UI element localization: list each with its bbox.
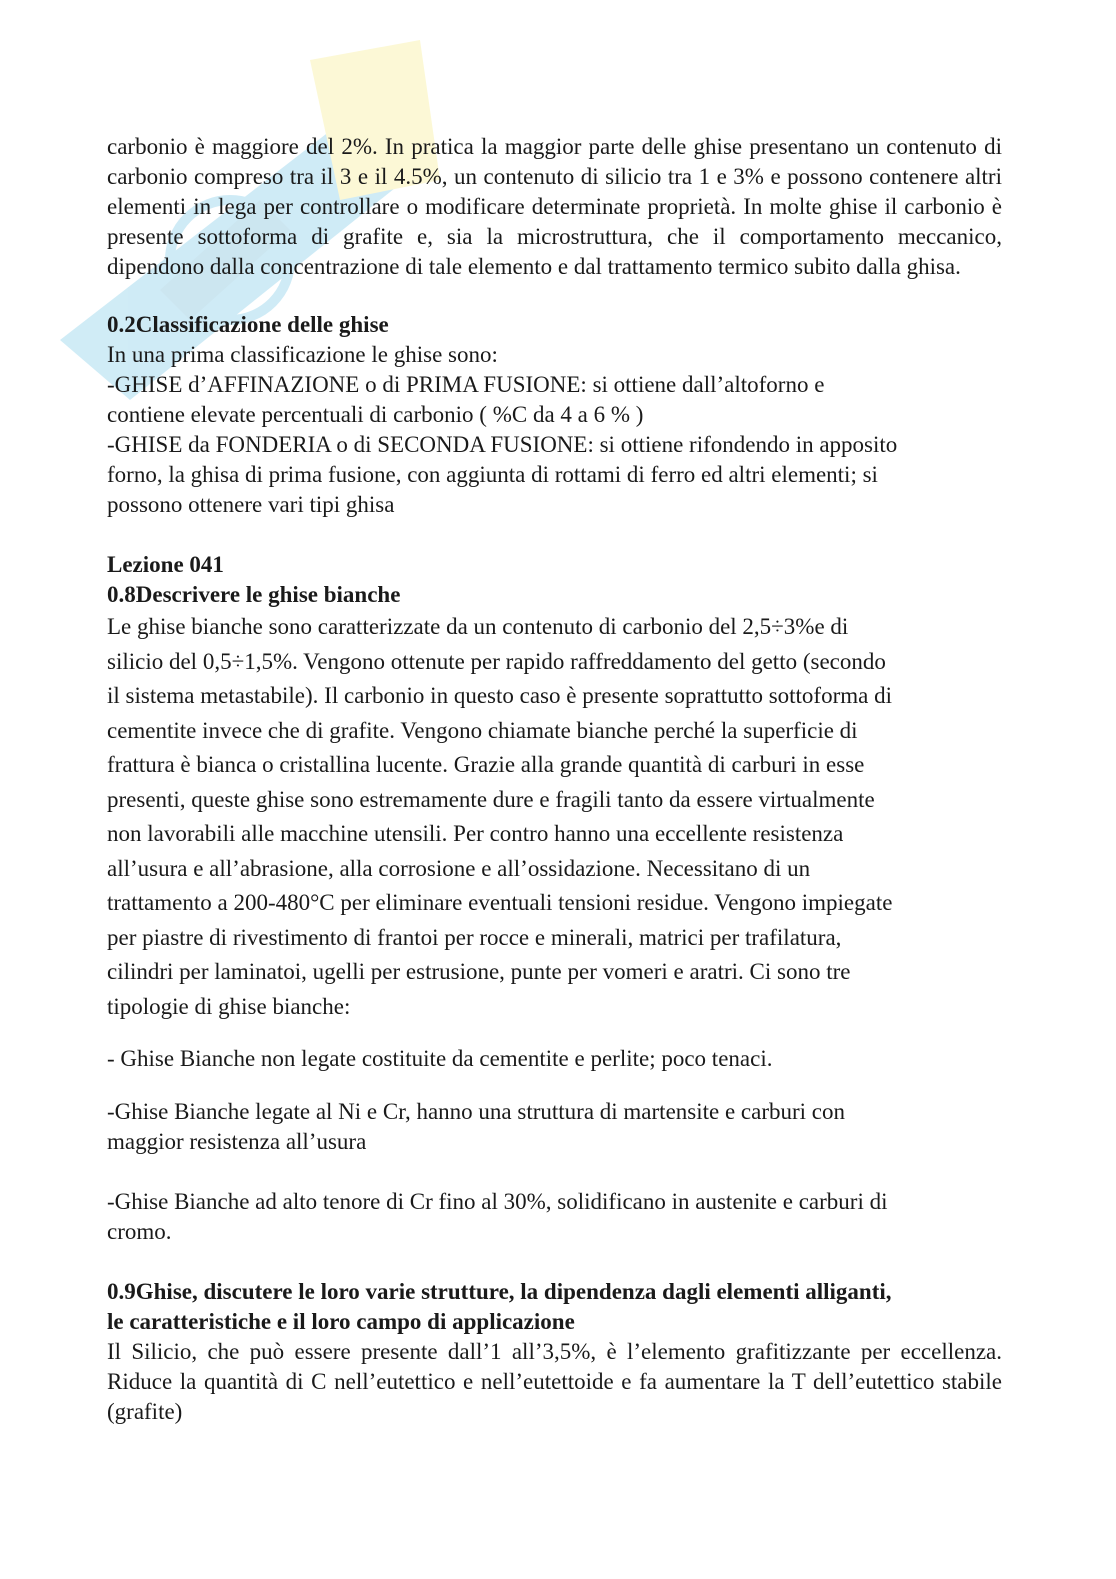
white-iron-type-3-line-2: cromo. <box>107 1219 172 1244</box>
classification-item-2-line-2: forno, la ghisa di prima fusione, con aggiunta di rottami di ferro ed altri elementi; si <box>107 462 878 487</box>
classification-item-1-line-2: contiene elevate percentuali di carbonio ( %C da 4 a 6 % ) <box>107 402 644 427</box>
white-iron-type-3-line-1: -Ghise Bianche ad alto tenore di Cr fino al 30%, solidificano in austenite e carburi di <box>107 1189 888 1214</box>
white-iron-line: presenti, queste ghise sono estremamente dure e fragili tanto da essere virtualmente <box>107 786 875 812</box>
silicon-paragraph: Il Silicio, che può essere presente dall’1 all’3,5%, è l’elemento grafitizzante per eccellenza. Riduce la quantità di C nell’eutettico e nell’eutettoide e fa aumentare la T dell’eutettico stabile (grafite) <box>107 1339 1002 1424</box>
white-iron-line: all’usura e all’abrasione, alla corrosione e all’ossidazione. Necessitano di un <box>107 855 811 881</box>
section-heading-0-8: 0.8Descrivere le ghise bianche <box>107 582 401 607</box>
section-heading-0-9-line-2: le caratteristiche e il loro campo di applicazione <box>107 1309 575 1334</box>
white-iron-type-2-line-2: maggior resistenza all’usura <box>107 1129 367 1154</box>
white-iron-line: cilindri per laminatoi, ugelli per estrusione, punte per vomeri e aratri. Ci sono tre <box>107 959 851 984</box>
white-iron-line: tipologie di ghise bianche: <box>107 993 351 1019</box>
lesson-label: Lezione 041 <box>107 552 224 577</box>
document-page <box>107 132 1002 1427</box>
intro-paragraph: carbonio è maggiore del 2%. In pratica la maggior parte delle ghise presentano un contenuto di carbonio compreso tra il 3 e il 4.5%, un contenuto di silicio tra 1 e 3% e possono contenere altri elementi in lega per controllare o modificare determinate proprietà. In molte ghise il carbonio è presente sottoforma di grafite e, sia la microstruttura, che il comportamento meccanico, dipendono dalla concentrazione di tale elemento e dal trattamento termico subito dalla ghisa. <box>107 134 1002 279</box>
white-iron-type-2-line-1: -Ghise Bianche legate al Ni e Cr, hanno una struttura di martensite e carburi con <box>107 1099 846 1124</box>
white-iron-line: frattura è bianca o cristallina lucente. Grazie alla grande quantità di carburi in esse <box>107 752 865 777</box>
white-iron-line: silicio del 0,5÷1,5%. Vengono ottenute per rapido raffreddamento del getto (secondo <box>107 648 886 674</box>
white-iron-line: Le ghise bianche sono caratterizzate da un contenuto di carbonio del 2,5÷3%e di <box>107 614 849 639</box>
white-iron-line: trattamento a 200-480°C per eliminare eventuali tensioni residue. Vengono impiegate <box>107 890 893 915</box>
section-heading-0-2: 0.2Classificazione delle ghise <box>107 312 389 337</box>
classification-item-2-line-3: possono ottenere vari tipi ghisa <box>107 492 395 517</box>
white-iron-line: non lavorabili alle macchine utensili. Per contro hanno una eccellente resistenza <box>107 821 844 846</box>
white-iron-type-1: - Ghise Bianche non legate costituite da cementite e perlite; poco tenaci. <box>107 1046 773 1071</box>
classification-item-2-line-1: -GHISE da FONDERIA o di SECONDA FUSIONE: si ottiene rifondendo in apposito <box>107 432 898 457</box>
white-iron-line: per piastre di rivestimento di frantoi per rocce e minerali, matrici per trafilatura, <box>107 924 842 950</box>
classification-intro: In una prima classificazione le ghise sono: <box>107 342 498 367</box>
section-heading-0-9-line-1: 0.9Ghise, discutere le loro varie strutture, la dipendenza dagli elementi alliganti, <box>107 1279 892 1304</box>
white-iron-line: cementite invece che di grafite. Vengono chiamate bianche perché la superficie di <box>107 717 858 743</box>
white-iron-line: il sistema metastabile). Il carbonio in questo caso è presente soprattutto sottoforma di <box>107 683 892 708</box>
classification-item-1-line-1: -GHISE d’AFFINAZIONE o di PRIMA FUSIONE: si ottiene dall’altoforno e <box>107 372 825 397</box>
